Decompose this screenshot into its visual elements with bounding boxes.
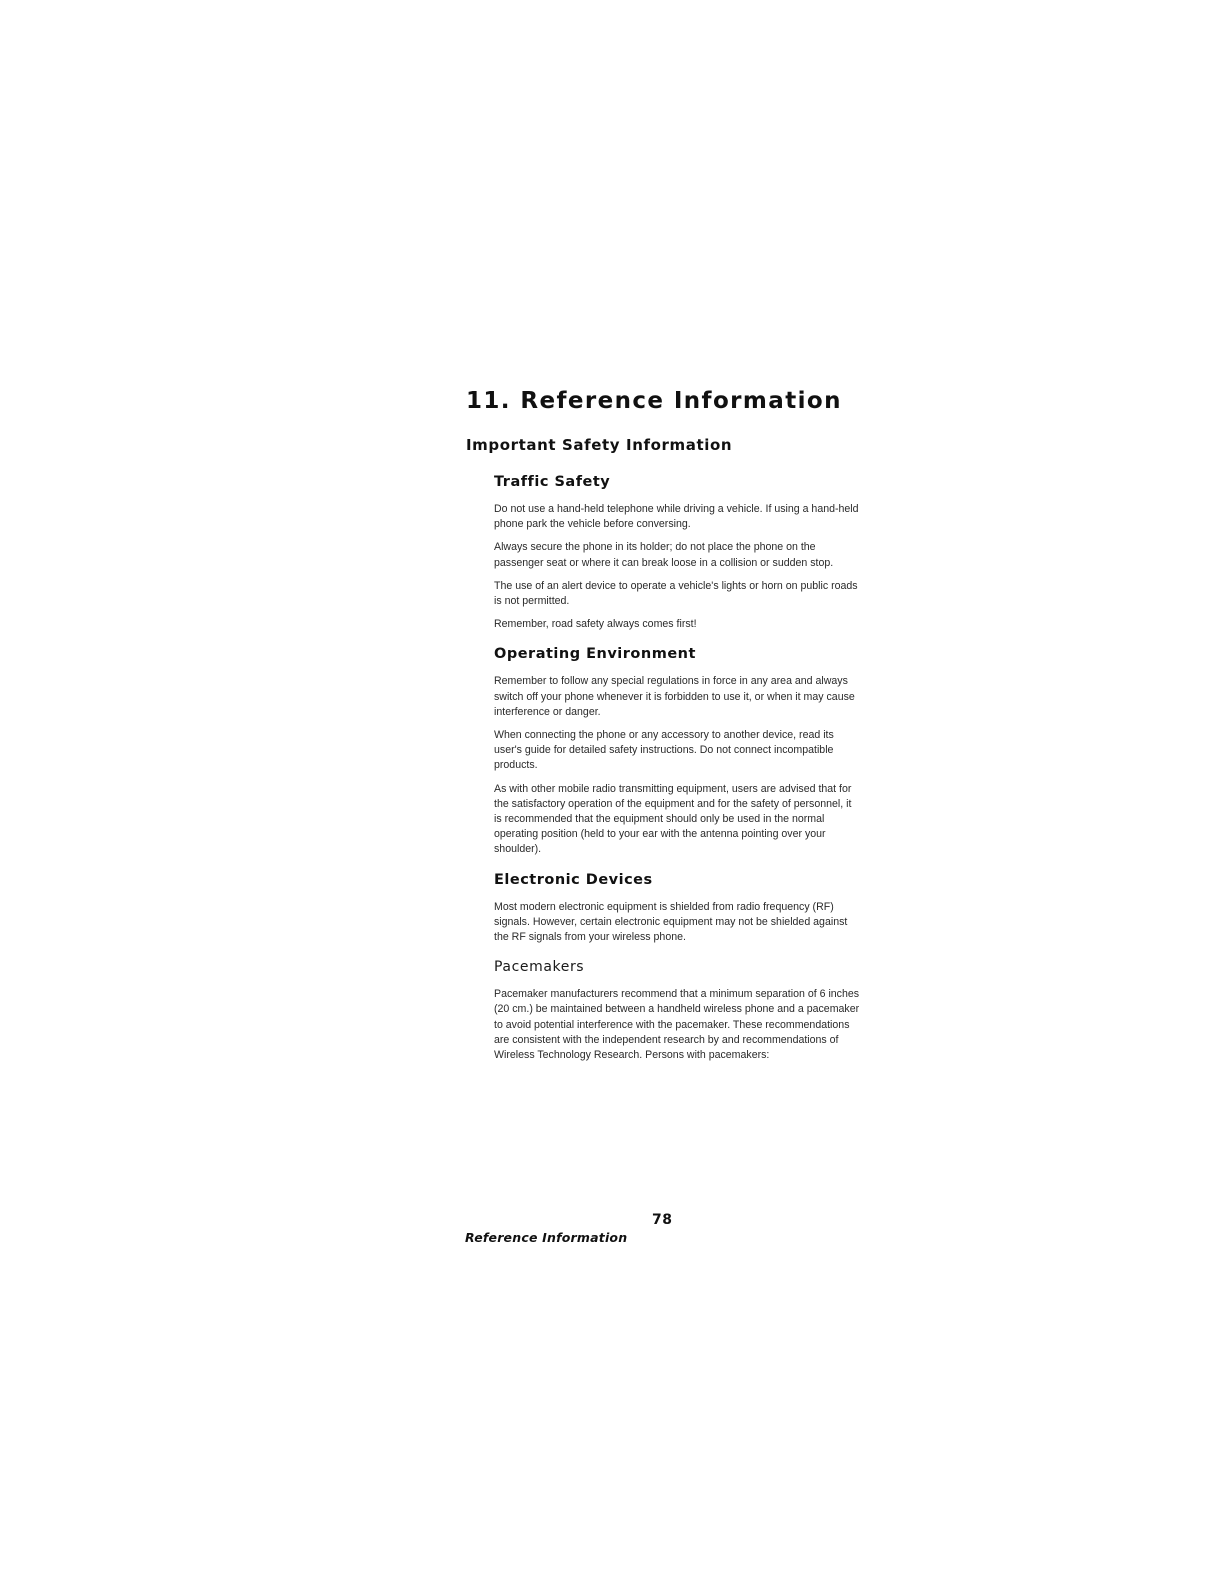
subsection-operating-environment xyxy=(494,646,862,857)
paragraph: Always secure the phone in its holder; do not place the phone on the passenger seat or where it can break loose in a collision or sudden stop. xyxy=(494,541,834,569)
paragraph: As with other mobile radio transmitting equipment, users are advised that for the satisfactory operation of the equipment and for the safety of personnel, it is recommended that the equipment should only be used in the normal operating position (held to your ear with the antenna pointing over your shoulder). xyxy=(494,782,852,856)
subsection-title: Operating Environment xyxy=(494,646,696,663)
subsection-traffic-safety xyxy=(494,474,862,632)
page-number: 78 xyxy=(652,1212,673,1228)
subsection-electronic-devices xyxy=(494,872,862,946)
chapter-title: 11. Reference Information xyxy=(466,388,842,414)
subsection-title: Traffic Safety xyxy=(494,474,611,490)
paragraph: Remember, road safety always comes first! xyxy=(494,618,697,631)
paragraph: Most modern electronic equipment is shielded from radio frequency (RF) signals. However, certain electronic equipment may not be shielded against the RF signals from your wireless phone. xyxy=(494,900,848,944)
running-footer-title: Reference Information xyxy=(465,1230,628,1245)
paragraph: The use of an alert device to operate a vehicle's lights or horn on public roads is not permitted. xyxy=(494,579,858,608)
subsection-title: Electronic Devices xyxy=(494,871,653,888)
paragraph: Pacemaker manufacturers recommend that a minimum separation of 6 inches (20 cm.) be maintained between a handheld wireless phone and a pacemaker to avoid potential interference with the pacemaker. These recommendations are consistent with the independent research by and recommendations of Wireless Technology Research. Persons with pacemakers: xyxy=(494,988,860,1062)
page-footer xyxy=(466,1212,866,1245)
subsections xyxy=(494,474,862,1063)
paragraph: When connecting the phone or any accessory to another device, read its user's guide for detailed safety instructions. Do not connect incompatible products. xyxy=(494,729,834,772)
paragraph: Remember to follow any special regulations in force in any area and always switch off your phone whenever it is forbidden to use it, or when it may cause interference or danger. xyxy=(494,675,855,718)
subsection-title: Pacemakers xyxy=(494,959,585,976)
paragraph: Do not use a hand-held telephone while driving a vehicle. If using a hand-held phone park the vehicle before conversing. xyxy=(494,503,859,531)
document-page xyxy=(466,388,866,1077)
section-title: Important Safety Information xyxy=(466,436,733,454)
subsection-pacemakers xyxy=(494,959,862,1063)
